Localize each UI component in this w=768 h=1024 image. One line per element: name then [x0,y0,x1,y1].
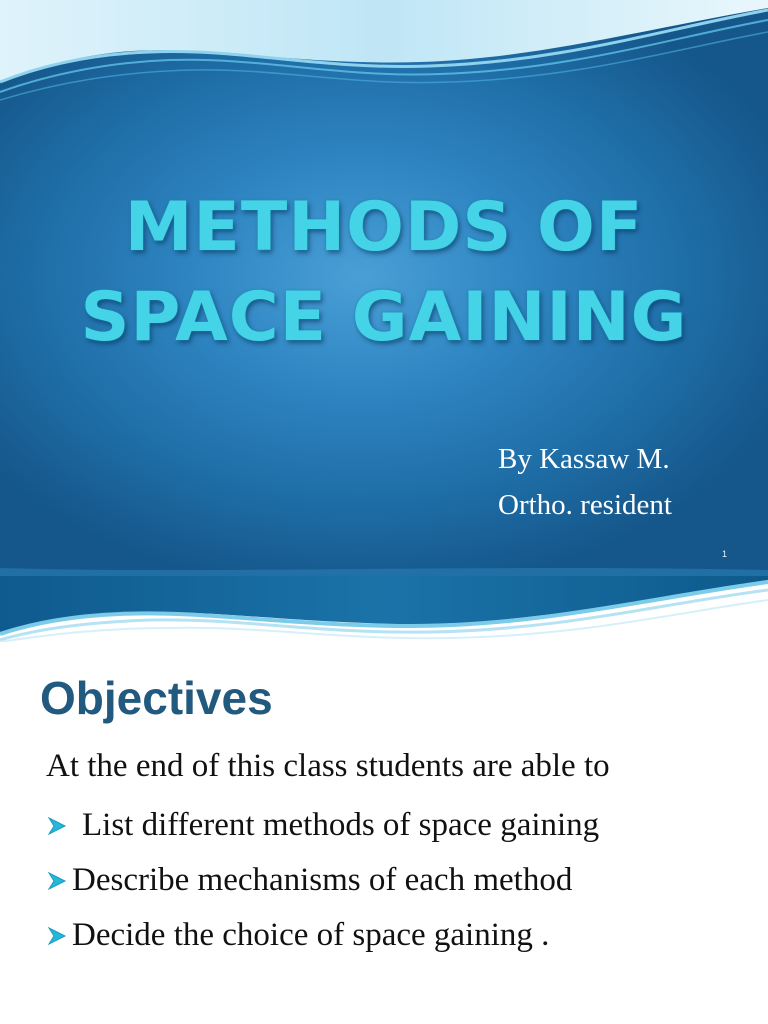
list-item-text: Describe mechanisms of each method [72,862,573,898]
arrow-right-icon [46,870,68,892]
author-name: By Kassaw M. [498,443,670,475]
bottom-edge-decoration [0,560,768,576]
list-item [46,798,599,853]
top-wave-decoration [0,0,768,110]
slide-title: METHODS OF SPACE GAINING [80,188,688,357]
author-block [498,436,672,528]
list-item-text: Decide the choice of space gaining . [72,917,550,953]
objectives-list [46,798,599,963]
list-item [46,853,599,908]
list-item [46,908,599,963]
list-item-text: List different methods of space gaining [82,807,600,843]
author-role: Ortho. resident [498,489,672,521]
top-wave-decoration [0,576,768,642]
intro-text: At the end of this class students are able to [46,748,610,784]
slide-number: 1 [722,549,728,559]
arrow-right-icon [46,925,68,947]
slide-heading: Objectives [40,672,273,724]
arrow-right-icon [46,815,68,837]
objectives-slide [0,576,768,1024]
